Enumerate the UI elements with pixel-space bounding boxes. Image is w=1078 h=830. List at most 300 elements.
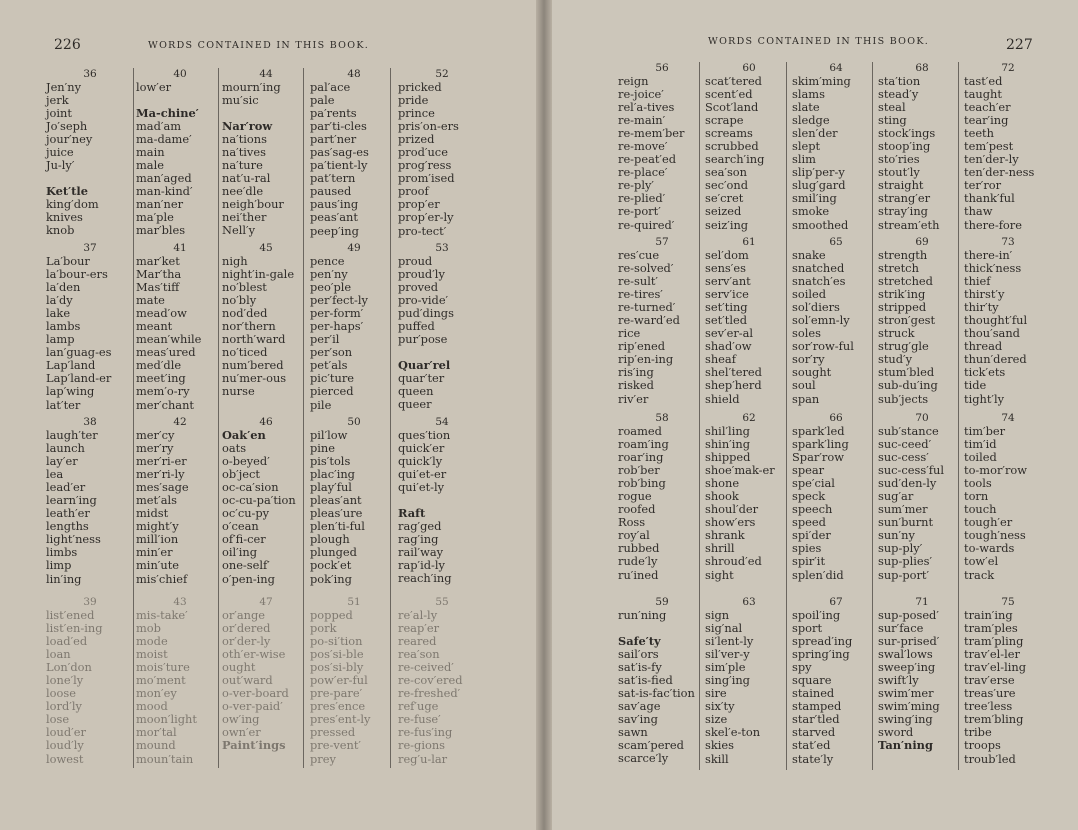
word-entry: mound <box>136 738 176 753</box>
word-entry: joint <box>46 106 72 121</box>
word-entry: midst <box>136 506 169 521</box>
word-entry: teeth <box>964 126 994 141</box>
word-entry: serv′ant <box>705 274 751 289</box>
word-entry: re-freshed′ <box>398 686 461 701</box>
word-entry: oats <box>222 441 247 456</box>
word-entry: o-beyed′ <box>222 454 270 469</box>
word-entry: man′ner <box>136 197 184 212</box>
word-entry: sol′diers <box>792 300 840 315</box>
word-entry: rap′id-ly <box>398 558 445 573</box>
lesson-block <box>46 242 134 412</box>
word-entry: roar′ing <box>618 450 664 465</box>
lesson-block <box>705 62 793 232</box>
word-list <box>46 81 134 238</box>
word-entry: mill′ion <box>136 532 179 547</box>
word-entry: rogue <box>618 489 652 504</box>
word-entry: pal′ace <box>310 80 351 94</box>
word-list <box>792 249 880 406</box>
word-entry: light′ness <box>46 532 101 547</box>
word-entry: quar′ter <box>398 371 445 386</box>
word-entry: own′er <box>222 725 261 740</box>
word-list <box>46 429 134 586</box>
word-entry: sail′ors <box>618 647 659 662</box>
lesson-number: 70 <box>915 412 929 424</box>
word-list <box>310 255 398 412</box>
word-entry: shad′ow <box>705 339 752 354</box>
word-entry: smil′ing <box>792 191 837 206</box>
word-entry: o-ver-paid′ <box>222 699 283 714</box>
word-entry: oil′ing <box>222 545 258 560</box>
word-entry: pres′ence <box>310 699 366 714</box>
word-entry: pence <box>310 254 345 268</box>
word-entry: sub′jects <box>878 391 929 406</box>
word-entry: suc-cess′ <box>878 450 929 465</box>
word-entry: Safe′ty <box>618 634 661 649</box>
word-entry: search′ing <box>705 152 765 167</box>
word-entry: popped <box>310 608 353 622</box>
word-entry: limp <box>46 558 72 573</box>
lesson-block <box>398 596 486 766</box>
word-entry: strug′gle <box>878 339 929 354</box>
word-entry: se′cret <box>705 191 744 206</box>
word-entry: Lon′don <box>46 660 92 675</box>
word-entry: pas′sag-es <box>310 145 369 160</box>
word-entry: la′dy <box>46 293 73 308</box>
word-entry: spring′ing <box>792 647 850 662</box>
word-list <box>705 75 793 232</box>
word-entry: spi′der <box>792 528 831 543</box>
lesson-number: 52 <box>435 68 449 80</box>
lesson-number: 49 <box>347 242 361 254</box>
lesson-block <box>310 416 398 586</box>
word-entry: Jen′ny <box>46 80 82 94</box>
word-entry: sol′emn-ly <box>792 313 850 328</box>
lesson-number: 48 <box>347 68 361 80</box>
word-entry: meas′ured <box>136 345 196 360</box>
word-entry: mer′chant <box>136 397 194 412</box>
word-entry: stout′ly <box>878 165 920 180</box>
word-entry: sup-posed′ <box>878 608 939 622</box>
lesson-number: 65 <box>829 236 843 248</box>
word-entry: pa′tient-ly <box>310 158 368 173</box>
word-entry: pok′ing <box>310 571 352 586</box>
word-entry: re-plied′ <box>618 191 666 206</box>
word-entry: re-joice′ <box>618 87 664 102</box>
word-entry: sig′nal <box>705 621 743 636</box>
word-entry: queer <box>398 397 432 412</box>
lesson-block <box>878 62 966 232</box>
word-entry: shrank <box>705 528 745 543</box>
word-entry: ought <box>222 660 256 675</box>
word-entry: mar′ket <box>136 254 180 268</box>
word-entry: reared <box>398 634 437 649</box>
lesson-block <box>136 68 224 238</box>
word-entry: par′ti-cles <box>310 119 367 134</box>
word-entry: pine <box>310 441 336 456</box>
word-entry: mu′sic <box>222 93 259 108</box>
lesson-number: 36 <box>83 68 97 80</box>
word-entry: stoop′ing <box>878 139 931 154</box>
word-entry: tree′less <box>964 699 1013 714</box>
word-entry: Ju-ly′ <box>46 158 75 173</box>
book-gutter <box>536 0 552 830</box>
word-entry: treas′ure <box>964 686 1016 701</box>
word-list <box>878 425 966 582</box>
word-entry: lead′er <box>46 480 86 495</box>
word-entry: pressed <box>310 725 356 740</box>
lesson-block <box>398 416 486 586</box>
word-entry: prom′ised <box>398 171 455 186</box>
word-entry: oc-cu-pa′tion <box>222 493 296 508</box>
word-entry: thread <box>964 339 1003 354</box>
word-entry: sat′is-fy <box>618 660 662 675</box>
lesson-number: 56 <box>655 62 669 74</box>
word-entry: mate <box>136 293 165 308</box>
word-entry: sur′face <box>878 621 924 636</box>
word-entry: o-ver-board <box>222 686 289 701</box>
word-entry: sign <box>705 608 730 622</box>
word-entry: stretched <box>878 274 933 289</box>
word-list <box>705 425 793 582</box>
lesson-block <box>964 236 1052 406</box>
word-entry: La′bour <box>46 254 90 268</box>
word-entry: sup-plies′ <box>878 554 933 569</box>
word-entry: trav′el-ling <box>964 660 1026 675</box>
word-entry: shook <box>705 489 739 504</box>
word-list <box>792 75 880 232</box>
running-head: WORDS CONTAINED IN THIS BOOK. <box>708 36 930 47</box>
word-entry: sub′stance <box>878 424 939 438</box>
word-entry: plunged <box>310 545 357 560</box>
word-entry: no′blest <box>222 280 267 295</box>
word-entry: tear′ing <box>964 113 1009 128</box>
word-entry: tim′id <box>964 437 997 452</box>
word-entry: swift′ly <box>878 673 919 688</box>
word-entry: tribe <box>964 725 992 740</box>
word-entry: tram′pling <box>964 634 1024 649</box>
word-entry: Jo′seph <box>46 119 88 134</box>
word-entry: sec′ond <box>705 178 749 193</box>
word-entry: limbs <box>46 545 78 560</box>
word-entry: po-si′tion <box>310 634 363 649</box>
word-entry: struck <box>878 326 915 341</box>
word-entry: sea′son <box>705 165 748 180</box>
word-entry: loud′er <box>46 725 86 740</box>
right-page <box>548 0 1078 830</box>
word-entry: one-self′ <box>222 558 270 573</box>
word-entry: mis-take′ <box>136 608 188 622</box>
word-entry: slept <box>792 139 821 154</box>
word-entry: lose <box>46 712 70 727</box>
lesson-number: 71 <box>915 596 929 608</box>
word-entry: queen <box>398 384 434 399</box>
word-entry: qui′et-er <box>398 467 447 482</box>
word-entry: shoul′der <box>705 502 759 517</box>
word-entry: screams <box>705 126 753 141</box>
word-entry: rel′a-tives <box>618 100 675 115</box>
word-entry: re-cov′ered <box>398 673 463 688</box>
word-entry: spear <box>792 463 825 478</box>
word-entry: to-wards <box>964 541 1015 556</box>
word-entry: re-ceived′ <box>398 660 454 675</box>
word-entry: slams <box>792 87 825 102</box>
lesson-number: 53 <box>435 242 449 254</box>
word-entry: slip′per-y <box>792 165 845 180</box>
word-entry: re-place′ <box>618 165 668 180</box>
word-entry: rip′en-ing <box>618 352 674 367</box>
word-list <box>222 81 310 238</box>
word-entry: tick′ets <box>964 365 1006 380</box>
word-entry: slate <box>792 100 820 115</box>
lesson-number: 38 <box>83 416 97 428</box>
lesson-block <box>878 596 966 753</box>
word-entry: nurse <box>222 384 255 399</box>
word-entry: lan′guag-es <box>46 345 112 360</box>
word-list <box>222 255 310 399</box>
word-entry: proved <box>398 280 439 295</box>
word-entry: pil′low <box>310 428 348 442</box>
word-entry: to-mor′row <box>964 463 1028 478</box>
word-entry: pricked <box>398 80 442 94</box>
word-entry: re-peat′ed <box>618 152 677 167</box>
word-entry: soles <box>792 326 821 341</box>
word-entry: o′pen-ing <box>222 571 275 586</box>
word-entry: peo′ple <box>310 280 352 295</box>
word-entry: shroud′ed <box>705 554 762 569</box>
word-entry: sens′es <box>705 261 746 276</box>
word-entry: rude′ly <box>618 554 658 569</box>
word-entry: thir′ty <box>964 300 999 315</box>
word-entry: lowest <box>46 751 84 766</box>
lesson-block <box>618 596 706 766</box>
lesson-number: 55 <box>435 596 449 608</box>
word-entry: ma-dame′ <box>136 132 192 147</box>
word-entry: sire <box>705 686 727 701</box>
word-entry: roam′ing <box>618 437 669 452</box>
word-entry: pet′als <box>310 358 348 373</box>
word-entry: sword <box>878 725 914 740</box>
lesson-block <box>46 596 134 766</box>
word-entry: pis′tols <box>310 454 351 469</box>
lesson-block <box>136 416 224 586</box>
word-entry: re-solved′ <box>618 261 674 276</box>
word-list <box>310 429 398 586</box>
word-entry: moun′tain <box>136 751 194 766</box>
word-entry: res′cue <box>618 248 660 262</box>
word-entry: roofed <box>618 502 656 517</box>
word-entry: oth′er-wise <box>222 647 286 662</box>
lesson-block <box>618 62 706 232</box>
word-entry: peep′ing <box>310 223 359 238</box>
word-entry: lea <box>46 467 64 482</box>
lesson-block <box>964 596 1052 766</box>
lesson-number: 64 <box>829 62 843 74</box>
word-list <box>46 609 134 766</box>
word-entry: rag′ged <box>398 519 442 534</box>
word-list <box>398 609 486 766</box>
lesson-number: 60 <box>742 62 756 74</box>
word-entry: no′ticed <box>222 345 268 360</box>
word-entry: thick′ness <box>964 261 1022 276</box>
word-entry: pro-vide′ <box>398 293 449 308</box>
word-entry: or′ange <box>222 608 266 622</box>
word-entry: pale <box>310 93 335 108</box>
word-entry: main <box>136 145 165 160</box>
word-entry: sel′dom <box>705 248 749 262</box>
word-entry: peas′ant <box>310 210 358 225</box>
word-entry: pleas′ure <box>310 506 363 521</box>
word-entry: or′der-ly <box>222 634 271 649</box>
word-entry: na′ture <box>222 158 263 173</box>
lesson-block <box>46 68 134 238</box>
word-entry: plac′ing <box>310 467 355 482</box>
word-entry: pres′ent-ly <box>310 712 371 727</box>
word-entry: qui′et-ly <box>398 480 445 495</box>
word-entry: leath′er <box>46 506 90 521</box>
word-entry: ten′der-ly <box>964 152 1019 167</box>
lesson-block <box>222 596 310 753</box>
word-entry: scam′pered <box>618 738 684 753</box>
word-entry: swim′mer <box>878 686 934 701</box>
word-entry: quick′er <box>398 441 445 456</box>
word-entry: pock′et <box>310 558 352 573</box>
lesson-number: 39 <box>83 596 97 608</box>
word-entry: Ma-chine′ <box>136 106 199 121</box>
word-list <box>964 75 1052 232</box>
word-entry: Oak′en <box>222 428 266 442</box>
word-entry: prey <box>310 751 336 766</box>
word-list <box>964 425 1052 582</box>
lesson-number: 57 <box>655 236 669 248</box>
word-entry: rip′ened <box>618 339 666 354</box>
word-entry: paused <box>310 184 352 199</box>
word-entry: touch <box>964 502 997 517</box>
word-entry: rail′way <box>398 545 444 560</box>
word-entry: sing′ing <box>705 673 750 688</box>
word-entry: sport <box>792 621 823 636</box>
word-entry: might′y <box>136 519 179 534</box>
word-entry: sheaf <box>705 352 736 367</box>
lesson-number: 58 <box>655 412 669 424</box>
word-entry: splen′did <box>792 567 844 582</box>
lesson-block <box>878 412 966 582</box>
word-entry: low′er <box>136 80 172 94</box>
word-entry: mer′ri-er <box>136 454 187 469</box>
word-entry: stream′eth <box>878 217 940 232</box>
word-entry: skim′ming <box>792 74 851 88</box>
word-entry: tast′ed <box>964 74 1003 88</box>
word-entry: straight <box>878 178 924 193</box>
word-list <box>310 81 398 238</box>
word-entry: stron′gest <box>878 313 936 328</box>
word-entry: six′ty <box>705 699 735 714</box>
word-entry: train′ing <box>964 608 1013 622</box>
word-entry: moist <box>136 647 168 662</box>
word-entry: per′son <box>310 345 353 360</box>
word-entry: torn <box>964 489 989 504</box>
word-entry: thirst′y <box>964 287 1005 302</box>
word-entry: Nar′row <box>222 119 273 134</box>
word-entry: size <box>705 712 728 727</box>
word-entry: pen′ny <box>310 267 348 282</box>
word-entry: stead′y <box>878 87 919 102</box>
word-entry: reap′er <box>398 621 440 636</box>
word-entry: min′ute <box>136 558 180 573</box>
word-entry: na′tives <box>222 145 266 160</box>
word-entry: re-gions <box>398 738 446 753</box>
word-entry: thaw <box>964 204 993 219</box>
word-entry: pleas′ant <box>310 493 362 508</box>
word-entry: puffed <box>398 319 435 334</box>
word-entry: sight <box>705 567 734 582</box>
word-entry: sat′is-fied <box>618 673 673 688</box>
word-list <box>878 609 966 753</box>
lesson-number: 43 <box>173 596 187 608</box>
word-entry: spread′ing <box>792 634 853 649</box>
lesson-number: 47 <box>259 596 273 608</box>
word-entry: Raft <box>398 506 426 521</box>
word-entry: sur-prised′ <box>878 634 940 649</box>
word-entry: Tan′ning <box>878 738 933 753</box>
word-entry: shield <box>705 391 740 406</box>
word-entry: la′den <box>46 280 81 295</box>
lesson-block <box>310 68 398 238</box>
word-entry: tools <box>964 476 992 491</box>
word-entry: sun′ny <box>878 528 915 543</box>
word-entry: sought <box>792 365 832 380</box>
word-entry: tide <box>964 378 987 393</box>
word-entry: snatch′es <box>792 274 846 289</box>
lesson-number: 73 <box>1001 236 1015 248</box>
word-entry: na′tions <box>222 132 267 147</box>
word-entry: re-move′ <box>618 139 668 154</box>
lesson-number: 62 <box>742 412 756 424</box>
lesson-block <box>310 596 398 766</box>
word-entry: skel′e-ton <box>705 725 761 740</box>
word-entry: mar′bles <box>136 223 186 238</box>
word-entry: sil′ver-y <box>705 647 750 662</box>
word-entry: per-haps′ <box>310 319 364 334</box>
word-entry: sting <box>878 113 907 128</box>
word-entry: thought′ful <box>964 313 1028 328</box>
lesson-number: 40 <box>173 68 187 80</box>
word-entry: part′ner <box>310 132 357 147</box>
word-entry: tight′ly <box>964 391 1005 406</box>
word-entry: male <box>136 158 164 173</box>
lesson-block <box>618 236 706 406</box>
word-entry: king′dom <box>46 197 99 212</box>
word-entry: lambs <box>46 319 81 334</box>
word-entry: tem′pest <box>964 139 1014 154</box>
word-entry: shrill <box>705 541 735 556</box>
word-entry: toiled <box>964 450 997 465</box>
word-entry: sor′row-ful <box>792 339 854 354</box>
word-entry: slen′der <box>792 126 838 141</box>
word-entry: north′ward <box>222 332 286 347</box>
word-entry: paus′ing <box>310 197 359 212</box>
word-entry: meet′ing <box>136 371 186 386</box>
word-entry: o′cean <box>222 519 259 534</box>
word-entry: Quar′rel <box>398 358 451 373</box>
lesson-block <box>222 242 310 399</box>
word-entry: mois′ture <box>136 660 190 675</box>
word-entry: re-ward′ed <box>618 313 680 328</box>
word-list <box>792 609 880 766</box>
word-entry: stray′ing <box>878 204 928 219</box>
word-entry: lin′ing <box>46 571 82 586</box>
word-entry: slug′gard <box>792 178 846 193</box>
word-entry: jour′ney <box>46 132 93 147</box>
